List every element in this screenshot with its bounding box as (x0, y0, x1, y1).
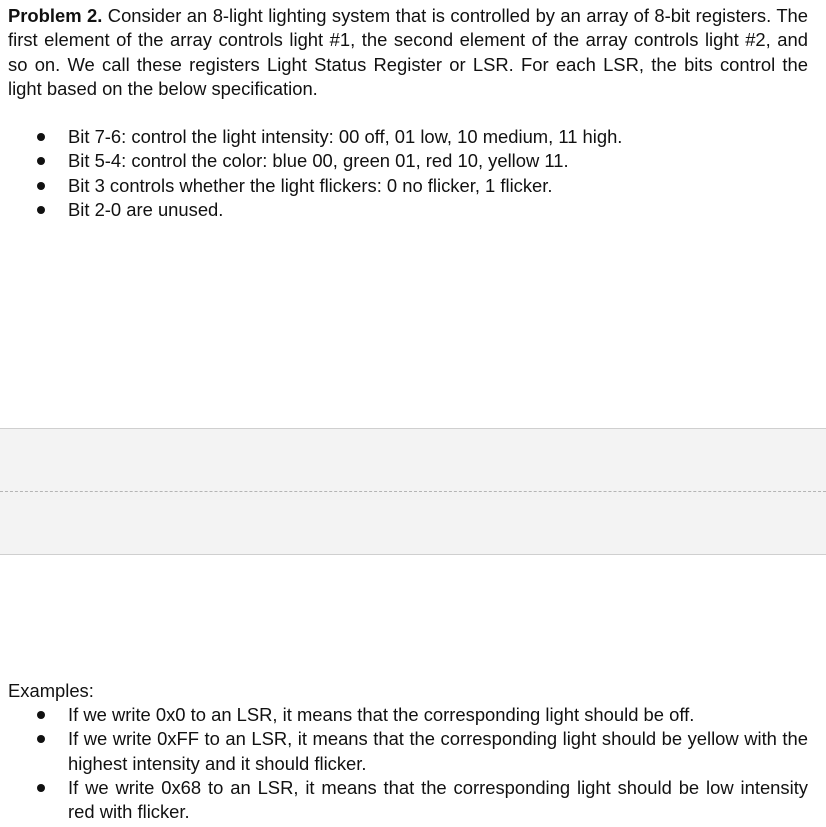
page-break-band-bottom (0, 492, 826, 555)
list-item: If we write 0xFF to an LSR, it means that the corresponding light should be yellow with the highest intensity and it should flicker. (0, 727, 808, 776)
problem-text: Consider an 8-light lighting system that is controlled by an array of 8-bit registers. The first element of the array controls light #1, the second element of the array controls light #2, and so on. We call these registers Light Status Register or LSR. For each LSR, the bits control the light based on the below specification. (8, 5, 809, 99)
examples-list (0, 703, 808, 824)
problem-heading: Problem 2. (8, 5, 103, 26)
problem-statement (8, 4, 808, 101)
list-item: Bit 3 controls whether the light flickers: 0 no flicker, 1 flicker. (0, 174, 800, 198)
examples-title: Examples: (8, 680, 94, 701)
list-item: If we write 0x0 to an LSR, it means that the corresponding light should be off. (0, 703, 808, 727)
list-item: If we write 0x68 to an LSR, it means that the corresponding light should be low intensity red with flicker. (0, 776, 808, 825)
page-break-band-top (0, 428, 826, 492)
list-item: Bit 7-6: control the light intensity: 00 off, 01 low, 10 medium, 11 high. (0, 125, 800, 149)
list-item: Bit 5-4: control the color: blue 00, green 01, red 10, yellow 11. (0, 149, 800, 173)
bit-specification-list (0, 125, 800, 222)
list-item: Bit 2-0 are unused. (0, 198, 800, 222)
